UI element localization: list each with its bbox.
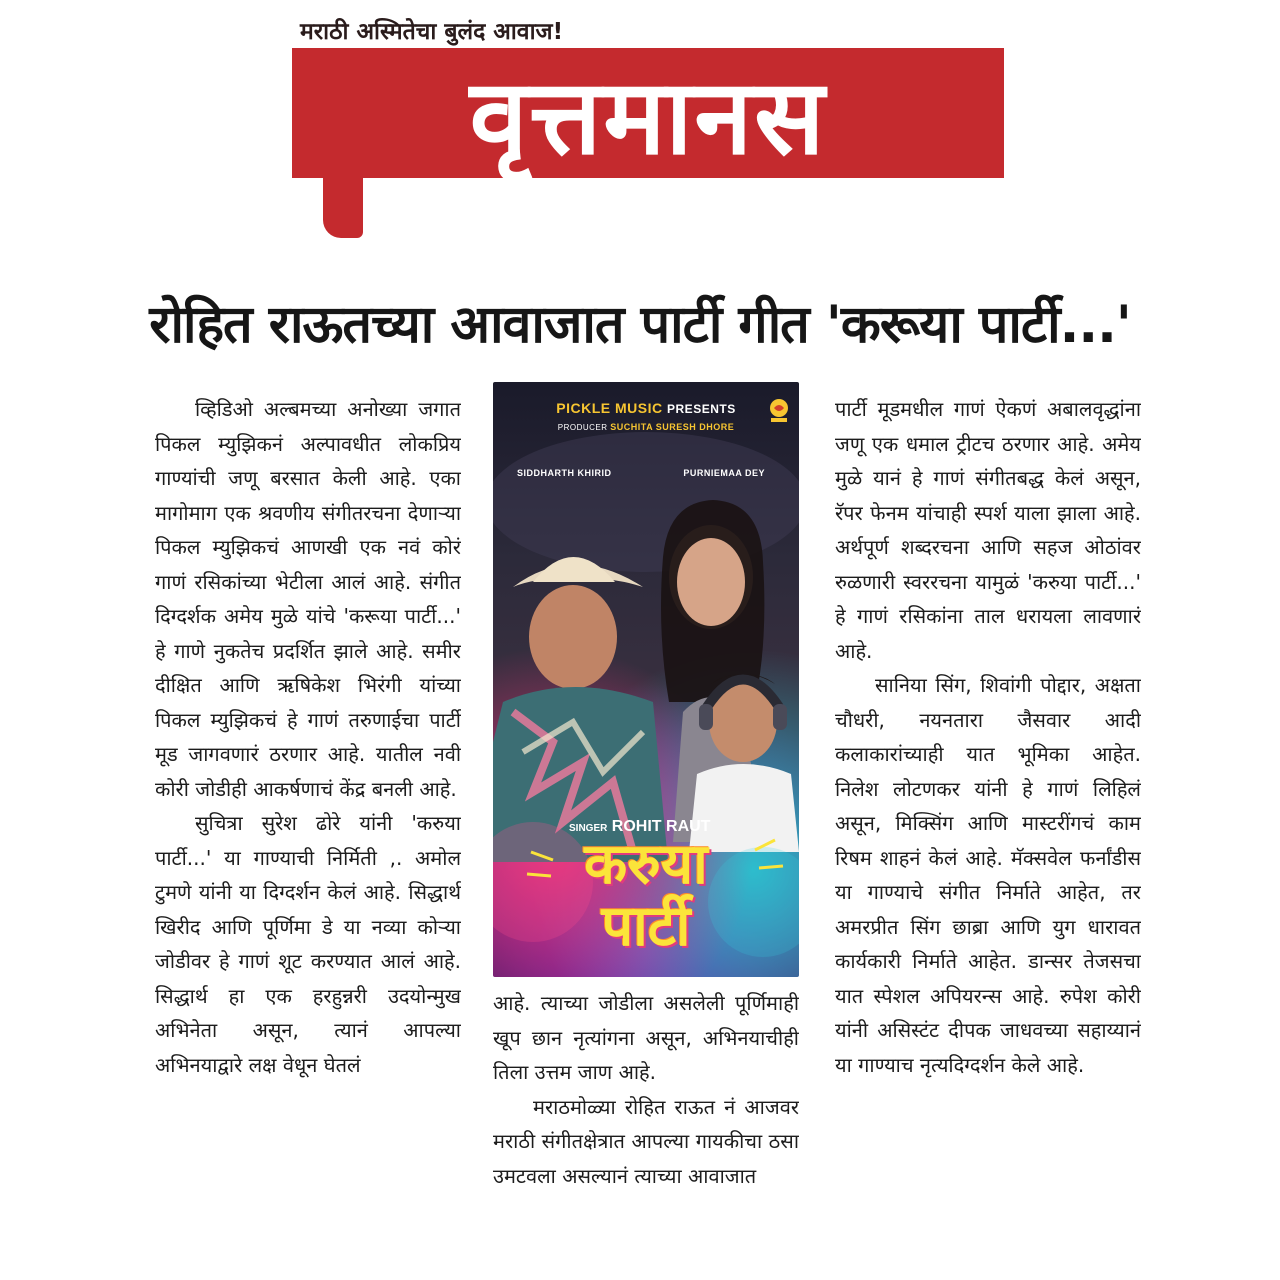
masthead-tagline: मराठी अस्मितेचा बुलंद आवाज! — [300, 19, 564, 45]
poster-presents: PRESENTS — [667, 402, 736, 416]
poster-producer-line — [493, 422, 799, 432]
paragraph: पार्टी मूडमधील गाणं ऐकणं अबालवृद्धांना जणू एक धमाल ट्रीटच ठरणार आहे. अमेय मुळे यानं हे गाणं संगीतबद्ध केलं असून, रॅपर फेनम यांचाही स्पर्श याला झाला आहे. अर्थपूर्ण शब्दरचना आणि सहज ओठांवर रुळणारी स्वररचना यामुळं 'करुया पार्टी...' हे गाणं रसिकांना ताल धरायला लावणारं आहे. — [835, 397, 1141, 663]
paragraph: सानिया सिंग, शिवांगी पोद्दार, अक्षता चौधरी, नयनतारा जैसवार आदी कलाकारांच्याही यात भूमिका आहेत. निलेश लोटणकर यांनी हे गाणं लिहिलं असून, मिक्सिंग आणि मास्टरींगचं काम रिषम शाहनं केलं आहे. मॅक्सवेल फर्नांडीस या गाण्याचे संगीत निर्माते आहेत, तर अमरप्रीत सिंग छाब्रा आणि युग धारावत कार्यकारी निर्माते आहेत. डान्सर तेजसचा यात स्पेशल अपियरन्स आहे. रुपेश कोरी यांनी असिस्टंट दीपक जाधवच्या सहाय्यानं या गाण्याच नृत्यदिग्दर्शन केले आहे. — [835, 673, 1141, 1077]
poster-producer-name: SUCHITA SURESH DHORE — [610, 422, 735, 432]
masthead-banner-tail — [323, 170, 363, 238]
article-column-3 — [835, 392, 1141, 1272]
article-column-1 — [155, 392, 461, 1272]
paragraph: सुचित्रा सुरेश ढोरे यांनी 'करुया पार्टी...' या गाण्याची निर्मिती ,. अमोल टुमणे यांनी या दिग्दर्शन केलं आहे. सिद्धार्थ खिरीद आणि पूर्णिमा डे या नव्या कोऱ्या जोडीवर हे गाणं शूट करण्यात आलं आहे. सिद्धार्थ हा एक हरहुन्नरी उदयोन्मुख अभिनेता असून, त्यानं आपल्या अभिनयाद्वारे लक्ष वेधून घेतलं — [155, 811, 461, 1077]
poster-title-line-2: पार्टी — [601, 894, 691, 959]
article-column-2 — [493, 986, 799, 1276]
poster-brand-line — [493, 400, 799, 416]
poster-song-title — [533, 834, 759, 958]
paragraph: मराठमोळ्या रोहित राऊत नं आजवर मराठी संगीतक्षेत्रात आपल्या गायकीचा ठसा उमटवला असल्यानं त्याच्या आवाजात — [493, 1094, 799, 1188]
newspaper-name: वृत्तमानस — [469, 55, 827, 178]
paragraph: व्हिडिओ अल्बमच्या अनोख्या जगात पिकल म्युझिकनं अल्पावधीत लोकप्रिय गाण्यांची जणू बरसात केली आहे. एका मागोमाग एक श्रवणीय संगीतरचना देणाऱ्या पिकल म्युझिकचं आणखी एक नवं कोरं गाणं रसिकांच्या भेटीला आलं आहे. संगीत दिग्दर्शक अमेय मुळे यांचे 'करूया पार्टी...' हे गाणे नुकतेच प्रदर्शित झाले आहे. समीर दीक्षित आणि ऋषिकेश भिरंगी यांच्या पिकल म्युझिकचं हे गाणं तरुणाईचा पार्टी मूड जागवणारं ठरणार आहे. यातील नवी कोरी जोडीही आकर्षणाचं केंद्र बनली आहे. — [155, 397, 461, 801]
paragraph: आहे. त्याच्या जोडीला असलेली पूर्णिमाही खूप छान नृत्यांगना असून, अभिनयाचीही तिला उत्तम जाण आहे. — [493, 991, 799, 1084]
poster-producer-label: PRODUCER — [557, 423, 608, 432]
poster-singer-label: SINGER — [569, 823, 608, 834]
poster-actor-right: PURNIEMAA DEY — [683, 468, 765, 478]
poster-brand: PICKLE MUSIC — [556, 400, 663, 416]
article-headline: रोहित राऊतच्या आवाजात पार्टी गीत 'करूया पार्टी...' — [149, 294, 1131, 355]
actor-figure — [529, 585, 617, 689]
poster-singer-name: ROHIT RAUT — [611, 818, 711, 835]
poster-actor-left: SIDDHARTH KHIRID — [517, 468, 612, 478]
poster-title-line-1: करुया — [584, 832, 708, 897]
song-poster-image — [493, 382, 799, 977]
